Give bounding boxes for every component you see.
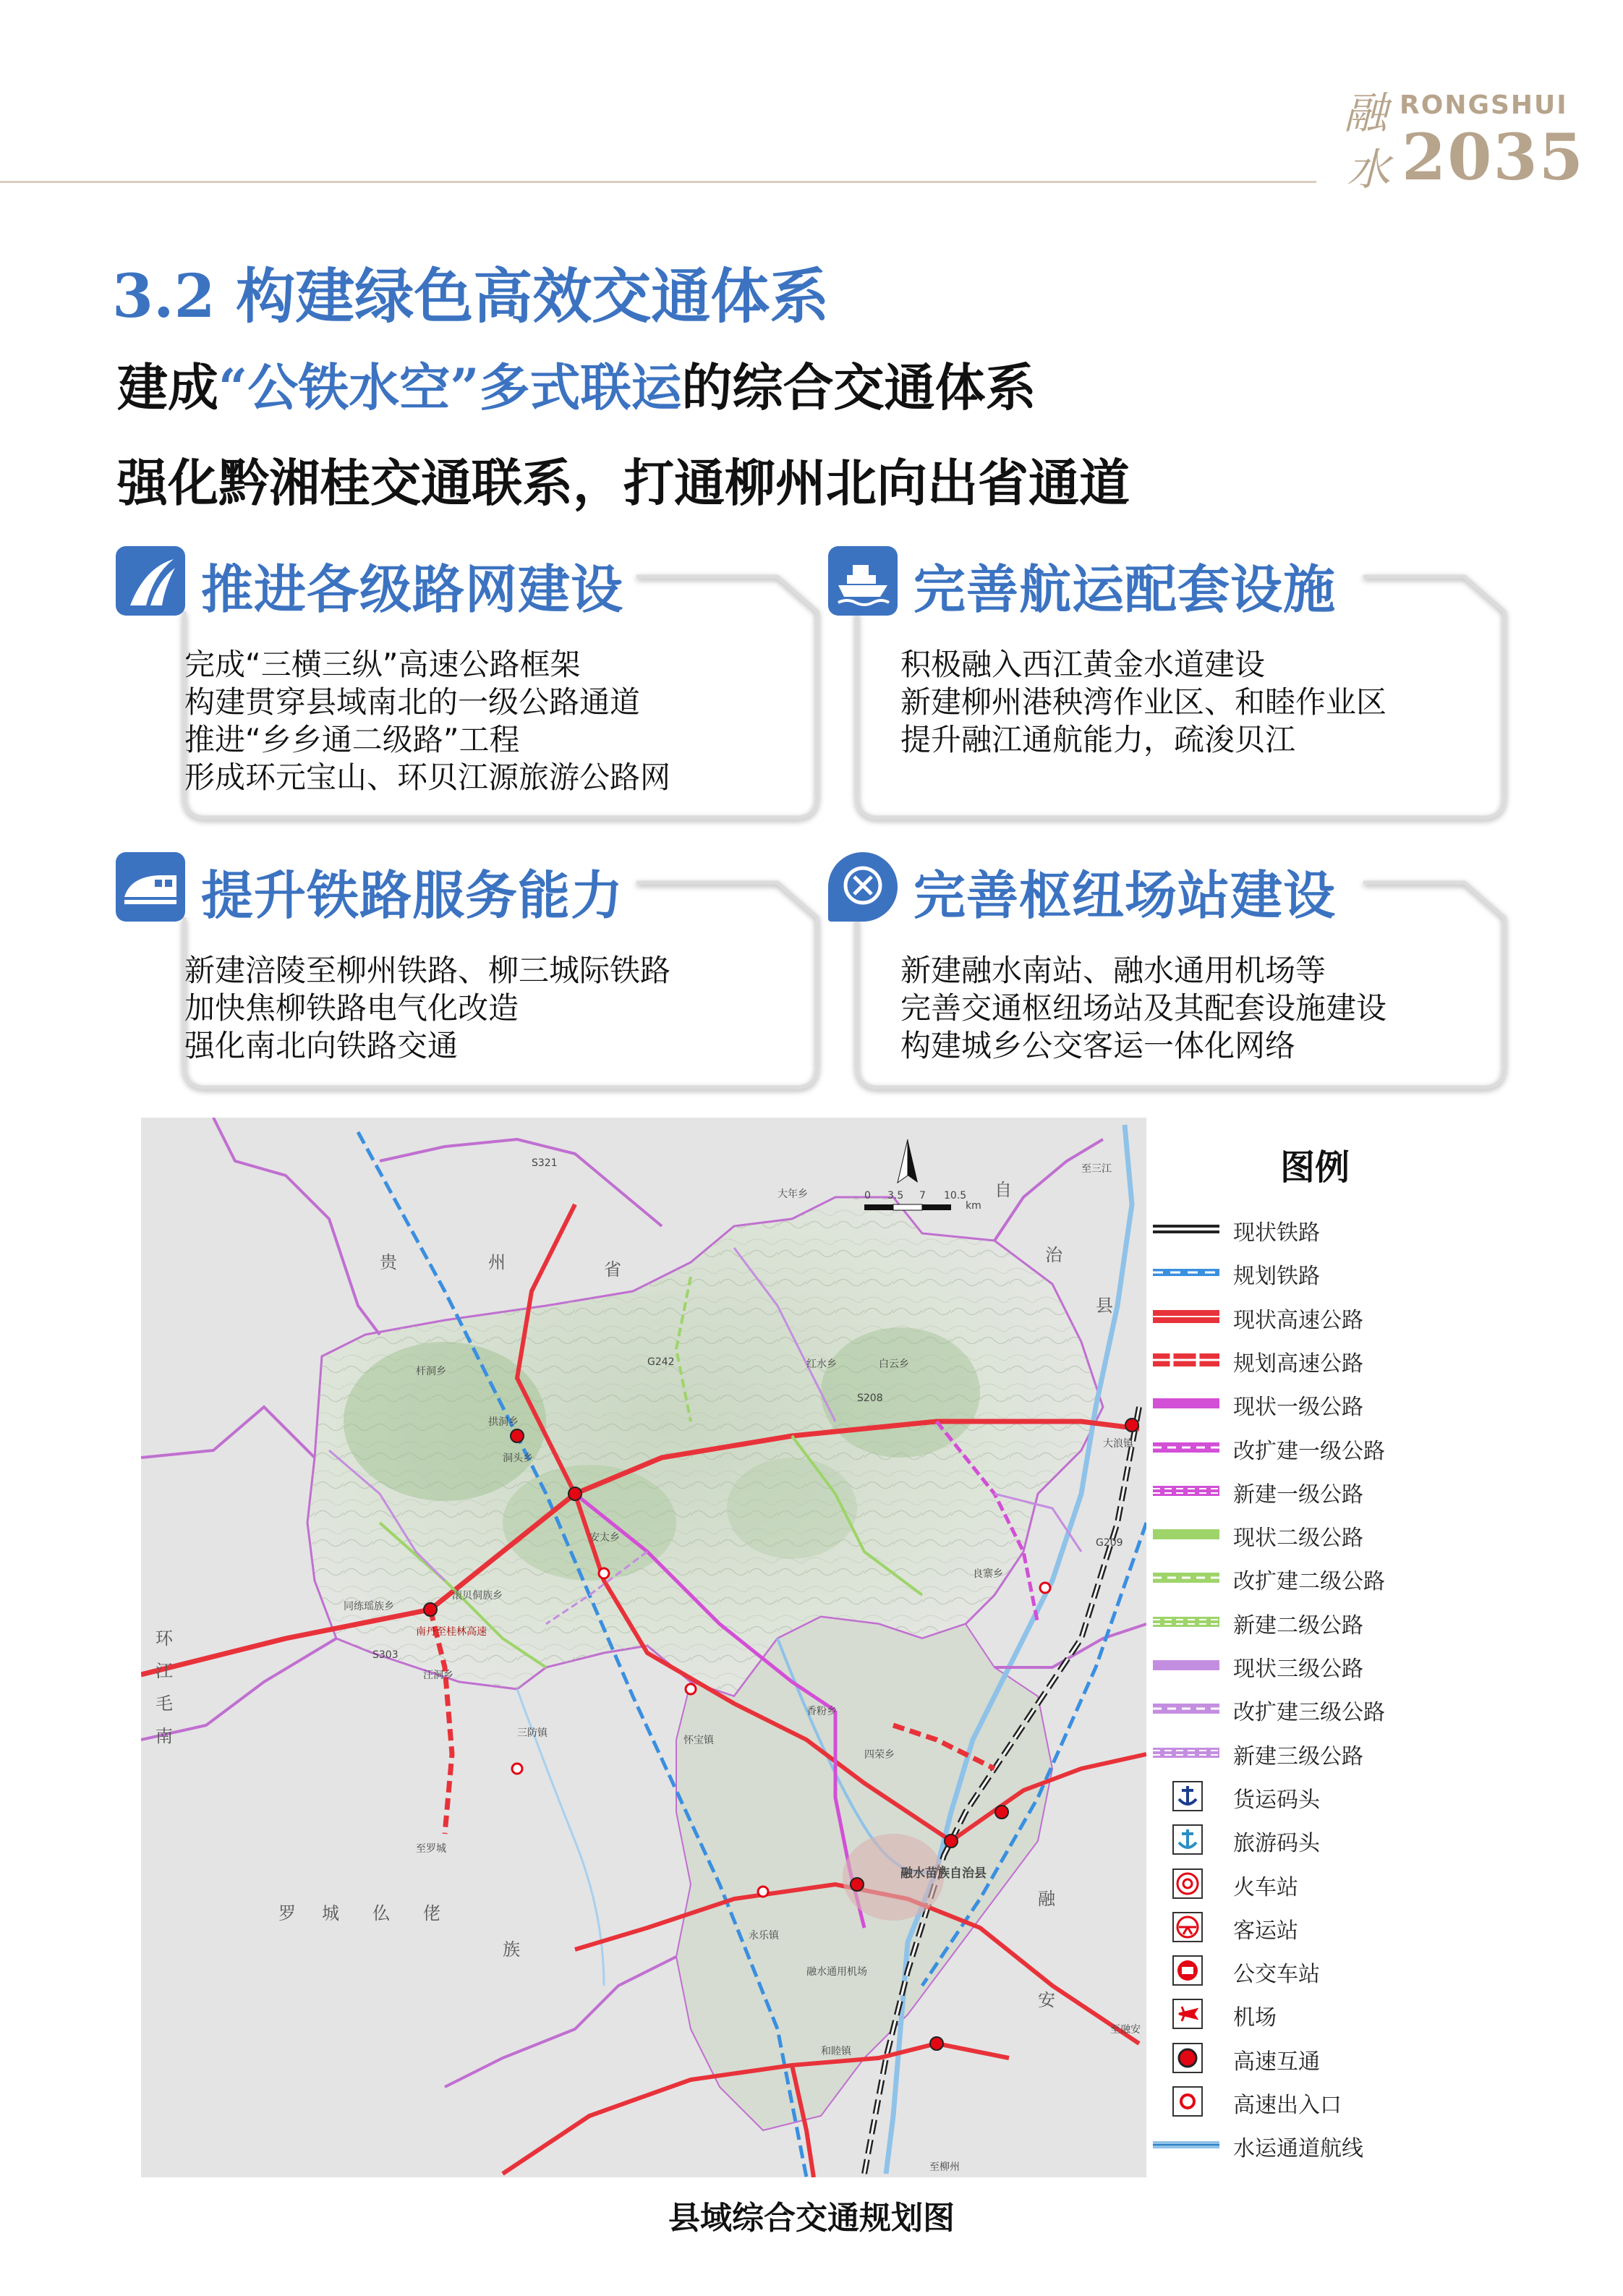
region-label: 贵 bbox=[380, 1252, 397, 1272]
place-label: 至融安 bbox=[1110, 2024, 1141, 2036]
card-line: 提升融江通航能力，疏浚贝江 bbox=[900, 722, 1296, 757]
region-label: 省 bbox=[604, 1259, 621, 1280]
airport-symbol bbox=[1150, 1998, 1222, 2030]
card-road-network bbox=[116, 546, 828, 828]
place-label: 同练瑶族乡 bbox=[344, 1601, 394, 1612]
legend-label: 客运站 bbox=[1233, 1918, 1298, 1944]
legend-item-r1-existing bbox=[1150, 1386, 1497, 1422]
scale-label-2: 7 bbox=[919, 1190, 926, 1202]
r1-new-symbol bbox=[1150, 1475, 1222, 1507]
place-label: 安太乡 bbox=[589, 1532, 620, 1544]
legend-title: 图例 bbox=[1280, 1147, 1350, 1188]
legend-item-train-station bbox=[1150, 1866, 1497, 1902]
legend-item-bus-station bbox=[1150, 1953, 1497, 1989]
place-label: 良寨乡 bbox=[973, 1568, 1003, 1580]
waterway-symbol bbox=[1150, 2129, 1222, 2161]
place-label: 汪洞乡 bbox=[423, 1670, 453, 1681]
r2-upgrade-symbol bbox=[1150, 1562, 1222, 1594]
place-label: 永乐镇 bbox=[749, 1930, 779, 1942]
legend-item-airport bbox=[1150, 1997, 1497, 2033]
place-label: 香粉乡 bbox=[806, 1706, 837, 1717]
legend-label: 改扩建三级公路 bbox=[1233, 1700, 1385, 1726]
ship-icon bbox=[828, 546, 898, 616]
legend-label: 机场 bbox=[1233, 2005, 1277, 2031]
road-icon bbox=[116, 546, 185, 616]
legend-item-r3-upgrade bbox=[1150, 1691, 1497, 1727]
place-label: 至柳州 bbox=[929, 2161, 960, 2173]
card-line: 形成环元宝山、环贝江源旅游公路网 bbox=[184, 760, 671, 795]
headline-1-pre: 建成 bbox=[117, 357, 218, 417]
headline-2: 强化黔湘桂交通联系，打通柳州北向出省通道 bbox=[117, 453, 1130, 513]
scale-unit: km bbox=[966, 1200, 981, 1212]
region-label: 州 bbox=[488, 1252, 506, 1272]
card-line: 积极融入西江黄金水道建设 bbox=[900, 647, 1266, 682]
place-label: 大浪镇 bbox=[1103, 1438, 1133, 1450]
legend-item-tourist-wharf bbox=[1150, 1822, 1497, 1858]
legend-label: 现状三级公路 bbox=[1233, 1657, 1363, 1682]
road-name-label: 南丹至桂林高速 bbox=[416, 1626, 487, 1638]
place-label: 怀宝镇 bbox=[683, 1735, 714, 1746]
scale-label-3: 10.5 bbox=[944, 1190, 967, 1202]
road-code-label: S303 bbox=[372, 1649, 399, 1661]
road-code-label: S208 bbox=[857, 1393, 883, 1404]
legend-label: 货运码头 bbox=[1233, 1787, 1320, 1813]
bus-station-symbol bbox=[1150, 1955, 1222, 1986]
region-label: 罗 bbox=[278, 1903, 296, 1923]
card-railway bbox=[116, 852, 828, 1098]
region-label: 毛 bbox=[156, 1693, 173, 1714]
exit-symbol bbox=[1150, 2085, 1222, 2117]
section-title: 3.2 构建绿色高效交通体系 bbox=[112, 262, 830, 331]
legend-item-r1-upgrade bbox=[1150, 1430, 1497, 1466]
card-title: 提升铁路服务能力 bbox=[201, 865, 624, 926]
hw-planned-symbol bbox=[1150, 1344, 1222, 1376]
scale-label-1: 3.5 bbox=[887, 1190, 904, 1202]
place-label: 红水乡 bbox=[806, 1359, 837, 1370]
logo-year: 2035 bbox=[1402, 119, 1585, 195]
card-shipping bbox=[828, 546, 1541, 828]
card-line: 推进“乡乡通二级路”工程 bbox=[184, 722, 520, 757]
region-label: 安 bbox=[1038, 1990, 1055, 2010]
card-title: 完善航运配套设施 bbox=[913, 559, 1337, 620]
region-label: 城 bbox=[322, 1903, 339, 1923]
logo-calligraphy bbox=[1338, 83, 1403, 192]
card-hub-station bbox=[828, 852, 1541, 1098]
r3-new-symbol bbox=[1150, 1737, 1222, 1769]
region-label: 南 bbox=[156, 1726, 173, 1746]
legend-item-cargo-wharf bbox=[1150, 1779, 1497, 1815]
region-label: 环 bbox=[156, 1628, 173, 1649]
rail-existing-symbol bbox=[1150, 1213, 1222, 1245]
card-line: 新建柳州港秧湾作业区、和睦作业区 bbox=[900, 684, 1387, 720]
legend-item-r3-existing bbox=[1150, 1648, 1497, 1684]
passenger-station-symbol bbox=[1150, 1911, 1222, 1943]
card-line: 新建涪陵至柳州铁路、柳三城际铁路 bbox=[184, 953, 671, 988]
legend-label: 现状二级公路 bbox=[1233, 1526, 1363, 1552]
legend-label: 旅游码头 bbox=[1233, 1831, 1320, 1857]
legend-label: 现状铁路 bbox=[1233, 1220, 1320, 1246]
rail-planned-symbol bbox=[1150, 1257, 1222, 1288]
region-label: 自 bbox=[994, 1180, 1012, 1200]
svg-text:融: 融 bbox=[1344, 88, 1387, 139]
legend-item-hw-planned bbox=[1150, 1343, 1497, 1379]
place-label: 白云乡 bbox=[879, 1359, 909, 1370]
card-body bbox=[900, 952, 1386, 1065]
legend-label: 新建一级公路 bbox=[1233, 1481, 1363, 1508]
card-body bbox=[900, 646, 1386, 759]
interchange-symbol bbox=[1150, 2042, 1222, 2074]
r2-new-symbol bbox=[1150, 1606, 1222, 1638]
r1-upgrade-symbol bbox=[1150, 1432, 1222, 1463]
legend-item-waterway bbox=[1150, 2127, 1497, 2164]
region-label: 江 bbox=[156, 1661, 173, 1681]
svg-text:水: 水 bbox=[1347, 145, 1390, 192]
legend-label: 水运通道航线 bbox=[1233, 2136, 1363, 2162]
card-line: 完成“三横三纵”高速公路框架 bbox=[184, 647, 581, 682]
road-code-label: S321 bbox=[532, 1157, 558, 1169]
card-title: 完善枢纽场站建设 bbox=[913, 865, 1337, 926]
legend-item-r2-upgrade bbox=[1150, 1560, 1497, 1596]
card-line: 构建贯穿县域南北的一级公路通道 bbox=[184, 684, 641, 720]
map-legend bbox=[1150, 1125, 1497, 2167]
place-label: 至三江 bbox=[1081, 1163, 1112, 1175]
legend-label: 高速互通 bbox=[1233, 2049, 1320, 2075]
legend-item-interchange bbox=[1150, 2041, 1497, 2077]
cargo-wharf-symbol bbox=[1150, 1780, 1222, 1812]
region-label: 族 bbox=[503, 1939, 520, 1960]
hw-existing-symbol bbox=[1150, 1301, 1222, 1332]
legend-item-exit bbox=[1150, 2084, 1497, 2120]
headline-1-highlight: “公铁水空”多式联运 bbox=[218, 357, 682, 417]
legend-label: 火车站 bbox=[1233, 1874, 1298, 1900]
legend-item-r3-new bbox=[1150, 1735, 1497, 1772]
r3-upgrade-symbol bbox=[1150, 1693, 1222, 1725]
road-code-label: G209 bbox=[1096, 1537, 1123, 1549]
legend-item-r2-existing bbox=[1150, 1517, 1497, 1553]
logo-text: RONGSHUI bbox=[1400, 90, 1568, 120]
legend-item-hw-existing bbox=[1150, 1299, 1497, 1335]
place-label: 大年乡 bbox=[778, 1189, 808, 1200]
legend-item-rail-existing bbox=[1150, 1212, 1497, 1248]
legend-item-passenger-station bbox=[1150, 1910, 1497, 1946]
legend-label: 规划铁路 bbox=[1233, 1264, 1320, 1290]
region-label: 县 bbox=[1096, 1296, 1113, 1316]
place-label: 至罗城 bbox=[416, 1843, 446, 1855]
header-divider bbox=[0, 181, 1316, 183]
card-line: 完善交通枢纽场站及其配套设施建设 bbox=[900, 990, 1387, 1026]
scale-label-0: 0 bbox=[864, 1190, 871, 1202]
card-body bbox=[184, 952, 670, 1065]
r3-existing-symbol bbox=[1150, 1649, 1222, 1681]
place-label: 四荣乡 bbox=[864, 1749, 895, 1761]
legend-label: 公交车站 bbox=[1233, 1962, 1320, 1988]
legend-label: 改扩建一级公路 bbox=[1233, 1438, 1385, 1464]
place-label: 拱洞乡 bbox=[488, 1416, 519, 1428]
card-title: 推进各级路网建设 bbox=[201, 559, 624, 620]
region-label: 融 bbox=[1038, 1889, 1055, 1909]
place-label: 融水通用机场 bbox=[806, 1966, 867, 1978]
legend-label: 现状一级公路 bbox=[1233, 1395, 1363, 1421]
card-line: 加快焦柳铁路电气化改造 bbox=[184, 990, 519, 1026]
region-label: 治 bbox=[1045, 1245, 1062, 1265]
headline-1-post: 的综合交通体系 bbox=[681, 357, 1036, 417]
place-label: 洞头乡 bbox=[503, 1453, 533, 1464]
legend-label: 新建二级公路 bbox=[1233, 1612, 1363, 1638]
r2-existing-symbol bbox=[1150, 1518, 1222, 1550]
legend-item-r1-new bbox=[1150, 1474, 1497, 1510]
region-label: 仫 bbox=[372, 1903, 390, 1923]
place-label: 融水苗族自治县 bbox=[900, 1866, 987, 1881]
place-label: 和睦镇 bbox=[821, 2046, 851, 2057]
legend-label: 规划高速公路 bbox=[1233, 1351, 1363, 1377]
train-station-symbol bbox=[1150, 1868, 1222, 1900]
map-caption: 县域综合交通规划图 bbox=[668, 2200, 955, 2237]
headline-1 bbox=[117, 347, 1036, 420]
card-body bbox=[184, 646, 670, 796]
transport-plan-map bbox=[141, 1118, 1504, 2177]
legend-label: 现状高速公路 bbox=[1233, 1307, 1363, 1333]
place-label: 三防镇 bbox=[517, 1727, 548, 1739]
legend-item-r2-new bbox=[1150, 1604, 1497, 1641]
road-code-label: G242 bbox=[647, 1356, 675, 1368]
place-label: 滚贝侗族乡 bbox=[452, 1590, 503, 1602]
r1-existing-symbol bbox=[1150, 1387, 1222, 1419]
card-line: 构建城乡公交客运一体化网络 bbox=[900, 1028, 1296, 1063]
region-label: 佬 bbox=[423, 1903, 440, 1923]
legend-label: 高速出入口 bbox=[1233, 2093, 1342, 2118]
scale-bar bbox=[864, 1204, 951, 1210]
place-label: 杆洞乡 bbox=[416, 1366, 446, 1377]
card-line: 强化南北向铁路交通 bbox=[184, 1028, 459, 1063]
legend-item-rail-planned bbox=[1150, 1255, 1497, 1291]
tourist-wharf-symbol bbox=[1150, 1824, 1222, 1855]
card-line: 新建融水南站、融水通用机场等 bbox=[900, 953, 1326, 988]
train-icon bbox=[116, 852, 185, 922]
legend-label: 改扩建二级公路 bbox=[1233, 1569, 1385, 1595]
legend-label: 新建三级公路 bbox=[1233, 1743, 1363, 1769]
hub-pin-icon bbox=[828, 852, 898, 922]
